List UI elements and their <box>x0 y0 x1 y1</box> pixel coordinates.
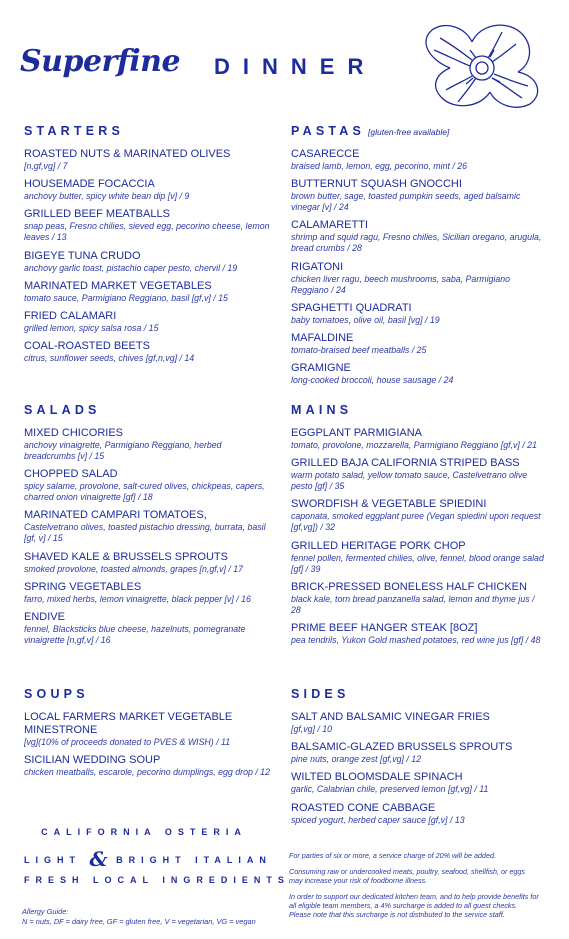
item-desc: chicken meatballs, escarole, pecorino dumplings, egg drop / 12 <box>24 767 270 778</box>
menu-item <box>24 611 270 646</box>
item-name: SPRING VEGETABLES <box>24 580 142 593</box>
pastas-list <box>291 148 546 386</box>
item-name: RIGATONI <box>291 260 344 273</box>
menu-item <box>291 741 546 765</box>
item-desc: [gf,vg] / 10 <box>291 724 333 734</box>
menu-item <box>291 771 546 795</box>
menu-item <box>24 310 270 334</box>
menu-item <box>24 551 270 575</box>
menu-item <box>291 148 546 172</box>
menu-item <box>24 711 270 748</box>
item-name: SWORDFISH & VEGETABLE SPIEDINI <box>291 498 487 511</box>
raw-food-warning: Consuming raw or undercooked meats, poultry, seafood, shellfish, or eggs may increase your risk of foodborne illness. <box>289 867 525 885</box>
item-desc: tomato sauce, Parmigiano Reggiano, basil [gf,v] / 15 <box>24 292 228 303</box>
item-name: GRILLED BAJA CALIFORNIA STRIPED BASS <box>291 457 520 470</box>
page-title: DINNER <box>214 54 377 79</box>
logo: Superfine <box>20 44 181 79</box>
item-desc: snap peas, Fresno chilies, sieved egg, pecorino cheese, lemon leaves / 13 <box>24 221 270 243</box>
item-name: LOCAL FARMERS MARKET VEGETABLE MINESTRONE <box>24 711 233 736</box>
item-name: CASARECCE <box>291 148 360 160</box>
item-desc: anchovy vinaigrette, Parmigiano Reggiano, herbed breadcrumbs [v] / 15 <box>24 440 222 461</box>
allergy-guide-title: Allergy Guide: <box>22 907 69 916</box>
item-name: GRILLED BEEF MEATBALLS <box>24 208 170 221</box>
section-salads <box>24 403 270 652</box>
menu-item <box>291 498 546 533</box>
menu-item <box>291 332 546 356</box>
menu-item <box>24 509 270 544</box>
section-sides <box>291 687 546 832</box>
section-title: SOUPS <box>24 687 89 701</box>
soups-list <box>24 711 270 778</box>
poppy-flower-icon <box>410 20 548 112</box>
item-name: CHOPPED SALAD <box>24 468 118 481</box>
item-desc: grilled lemon, spicy salsa rosa / 15 <box>24 322 159 333</box>
item-name: SHAVED KALE & BRUSSELS SPROUTS <box>24 550 228 563</box>
item-desc: spicy salame, provolone, salt-cured olives, chickpeas, capers, charred onion vinaigrette [gf] / 18 <box>24 481 265 503</box>
item-name: SPAGHETTI QUADRATI <box>291 301 412 314</box>
section-soups <box>24 687 270 784</box>
section-title: SALADS <box>24 403 101 417</box>
footer-notes <box>289 851 539 926</box>
item-desc: [vg](10% of proceeds donated to PVES & WISH) / 11 <box>24 737 231 747</box>
menu-item <box>24 178 270 202</box>
item-desc: tomato, provolone, mozzarella, Parmigiano Reggiano [gf,v] / 21 <box>291 440 537 450</box>
item-desc: farro, mixed herbs, lemon vinaigrette, black pepper [v] / 16 <box>24 593 251 604</box>
item-name: MARINATED MARKET VEGETABLES <box>24 279 212 292</box>
sides-list <box>291 711 546 826</box>
item-name: HOUSEMADE FOCACCIA <box>24 178 155 191</box>
allergy-guide-text: N = nuts, DF = dairy free, GF = gluten free, V = vegetarian, VG = vegan <box>22 917 256 926</box>
item-desc: tomato-braised beef meatballs / 25 <box>291 344 427 355</box>
section-title: SIDES <box>291 687 350 701</box>
item-desc: baby tomatoes, olive oil, basil [vg] / 19 <box>291 314 440 325</box>
item-name: CALAMARETTI <box>291 219 369 232</box>
tagline-line-3: FRESH LOCAL INGREDIENTS <box>24 875 290 885</box>
item-desc: smoked provolone, toasted almonds, grapes [n,gf,v] / 17 <box>24 563 244 574</box>
menu-item <box>24 468 270 503</box>
tagline-light: LIGHT <box>24 855 81 865</box>
service-charge-note: For parties of six or more, a service charge of 20% will be added. <box>289 851 496 860</box>
section-mains <box>291 403 546 652</box>
item-name: WILTED BLOOMSDALE SPINACH <box>291 771 463 784</box>
item-name: COAL-ROASTED BEETS <box>24 340 150 353</box>
surcharge-note: In order to support our dedicated kitchen team, and to help provide benefits for all eligible team members, a 4% surcharge is added to all guest checks. Please note that this surcharge is not distributed to the service staff. <box>289 892 539 919</box>
menu-item <box>24 250 270 274</box>
section-title: MAINS <box>291 403 353 417</box>
item-desc: fennel, Blacksticks blue cheese, hazelnuts, pomegranate vinaigrette [n,gf,v] / 16 <box>24 623 246 645</box>
item-name: PRIME BEEF HANGER STEAK [8OZ] <box>291 621 478 634</box>
menu-item <box>24 148 270 172</box>
item-name: BALSAMIC-GLAZED BRUSSELS SPROUTS <box>291 741 513 754</box>
item-name: GRAMIGNE <box>291 362 351 375</box>
item-name: MAFALDINE <box>291 331 354 344</box>
salads-list <box>24 427 270 646</box>
allergy-guide <box>22 907 256 927</box>
item-name: EGGPLANT PARMIGIANA <box>291 427 423 439</box>
item-desc: fennel pollen, fermented chilies, olive, fennel, blood orange salad [gf] / 39 <box>291 552 544 574</box>
item-desc: caponata, smoked eggplant puree (Vegan spiedini upon request [gf,vg]) / 32 <box>291 511 541 533</box>
item-desc: brown butter, sage, toasted pumpkin seeds, aged balsamic vinegar [v] / 24 <box>291 191 521 213</box>
menu-item <box>24 427 270 462</box>
item-name: GRILLED HERITAGE PORK CHOP <box>291 539 466 552</box>
menu-item <box>24 581 270 605</box>
item-desc: spiced yogurt, herbed caper sauce [gf,v] / 13 <box>291 814 465 825</box>
section-pastas <box>291 124 546 392</box>
menu-item <box>291 261 546 296</box>
section-starters <box>24 124 270 370</box>
menu-item <box>291 581 546 616</box>
item-name: ROASTED NUTS & MARINATED OLIVES <box>24 148 231 160</box>
item-name: MARINATED CAMPARI TOMATOES, <box>24 509 207 522</box>
item-name: ROASTED CONE CABBAGE <box>291 801 436 814</box>
item-name: FRIED CALAMARI <box>24 309 117 322</box>
section-title-text: PASTAS <box>291 124 366 138</box>
item-name: SICILIAN WEDDING SOUP <box>24 754 161 767</box>
item-name: BUTTERNUT SQUASH GNOCCHI <box>291 178 462 191</box>
menu-item <box>291 457 546 492</box>
menu-item <box>291 362 546 386</box>
item-name: BRICK-PRESSED BONELESS HALF CHICKEN <box>291 580 527 593</box>
menu-item <box>24 208 270 243</box>
item-desc: black kale, torn bread panzanella salad, lemon and thyme jus / 28 <box>291 593 535 615</box>
item-desc: citrus, sunflower seeds, chives [gf,n,vg] / 14 <box>24 353 195 364</box>
menu-item <box>291 540 546 575</box>
item-desc: shrimp and squid ragu, Fresno chilies, Sicilian oregano, arugula, bread crumbs / 28 <box>291 232 542 254</box>
item-desc: braised lamb, lemon, egg, pecorino, mint / 26 <box>291 161 468 171</box>
menu-item <box>291 302 546 326</box>
menu-item <box>24 340 270 364</box>
menu-item <box>291 711 546 735</box>
menu-item <box>291 178 546 213</box>
item-desc: anchovy butter, spicy white bean dip [v] / 9 <box>24 191 190 202</box>
item-name: SALT AND BALSAMIC VINEGAR FRIES <box>291 711 490 723</box>
section-title: STARTERS <box>24 124 125 138</box>
item-desc: warm potato salad, yellow tomato sauce, Castelvetrano olive pesto [gf] / 35 <box>291 470 528 492</box>
menu-item <box>291 427 546 451</box>
item-desc: [n,gf,vg] / 7 <box>24 161 68 171</box>
item-desc: anchovy garlic toast, pistachio caper pesto, chervil / 19 <box>24 262 238 273</box>
tagline-line-1: CALIFORNIA OSTERIA <box>41 827 247 837</box>
item-desc: garlic, Calabrian chile, preserved lemon [gf,vg] / 11 <box>291 784 489 795</box>
item-desc: Castelvetrano olives, toasted pistachio dressing, burrata, basil [gf, v] / 15 <box>24 522 266 544</box>
menu-item <box>24 280 270 304</box>
mains-list <box>291 427 546 646</box>
ampersand: & <box>89 847 108 871</box>
starters-list <box>24 148 270 364</box>
item-desc: pea tendrils, Yukon Gold mashed potatoes, red wine jus [gf] / 48 <box>291 634 541 645</box>
item-desc: long-cooked broccoli, house sausage / 24 <box>291 375 454 386</box>
section-note: [gluten-free available] <box>368 127 450 137</box>
menu-item <box>291 219 546 254</box>
section-title <box>291 124 546 138</box>
item-desc: chicken liver ragu, beech mushrooms, saba, Parmigiano Reggiano / 24 <box>291 273 511 295</box>
tagline-line-2 <box>24 847 272 871</box>
item-desc: pine nuts, orange zest [gf,vg] / 12 <box>291 754 422 765</box>
menu-item <box>291 802 546 826</box>
item-name: ENDIVE <box>24 610 65 623</box>
menu-item <box>291 622 546 646</box>
item-name: MIXED CHICORIES <box>24 427 124 439</box>
item-name: BIGEYE TUNA CRUDO <box>24 249 141 262</box>
tagline-bright-italian: BRIGHT ITALIAN <box>116 855 272 865</box>
menu-item <box>24 754 270 778</box>
